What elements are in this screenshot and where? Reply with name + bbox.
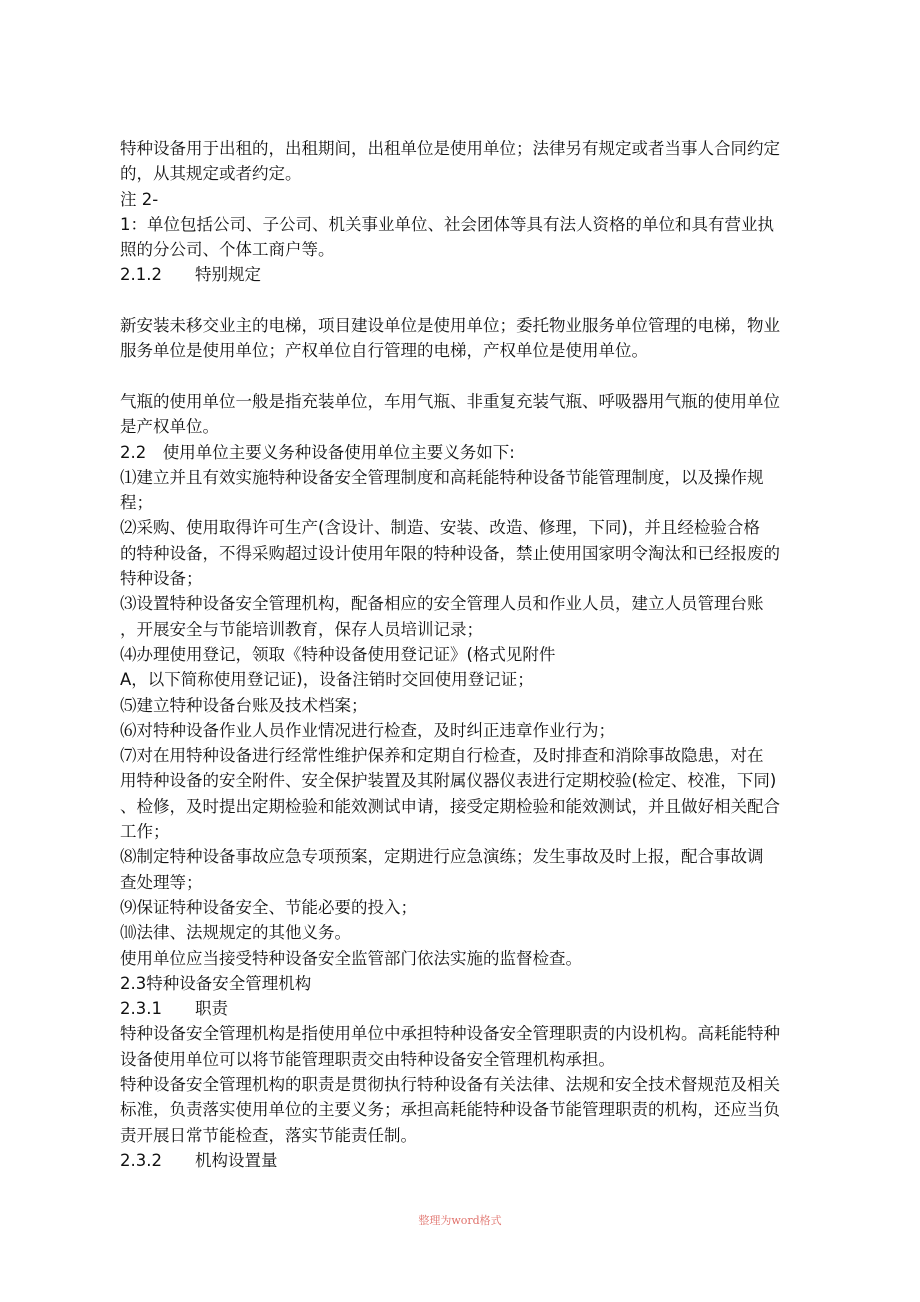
- text-line: ⑽法律、法规规定的其他义务。: [120, 923, 351, 943]
- text-line: ⑹对特种设备作业人员作业情况进行检查，及时纠正违章作业行为；: [120, 720, 615, 740]
- text-line: 标准，负责落实使用单位的主要义务；承担高耗能特种设备节能管理职责的机构，还应当负: [120, 1100, 780, 1120]
- text-line: ⑼保证特种设备安全、节能必要的投入；: [120, 897, 417, 917]
- text-line: 2.1.2 特别规定: [120, 265, 261, 285]
- text-line: 的特种设备，不得采购超过设计使用年限的特种设备，禁止使用国家明令淘汰和已经报废的: [120, 543, 780, 563]
- text-line: 的，从其规定或者约定。: [120, 164, 302, 184]
- text-line: 气瓶的使用单位一般是指充装单位，车用气瓶、非重复充装气瓶、呼吸器用气瓶的使用单位: [120, 391, 780, 411]
- text-line: 查处理等；: [120, 872, 203, 892]
- text-line: 用特种设备的安全附件、安全保护装置及其附属仪器仪表进行定期校验(检定、校准，下同): [120, 771, 777, 791]
- text-line: ⑴建立并且有效实施特种设备安全管理制度和高耗能特种设备节能管理制度，以及操作规: [120, 467, 764, 487]
- text-line: 特种设备用于出租的，出租期间，出租单位是使用单位；法律另有规定或者当事人合同约定: [120, 139, 780, 158]
- text-line: 使用单位应当接受特种设备安全监管部门依法实施的监督检查。: [120, 948, 582, 968]
- text-line: 、检修，及时提出定期检验和能效测试申请，接受定期检验和能效测试，并且做好相关配合: [120, 796, 780, 816]
- text-line: 2.3.2 机构设置量: [120, 1150, 278, 1170]
- text-line: 注 2-: [120, 189, 159, 209]
- text-line: 照的分公司、个体工商户等。: [120, 240, 335, 260]
- document-body: [120, 136, 810, 1173]
- text-line: ⑸建立特种设备台账及技术档案；: [120, 695, 368, 715]
- text-line: 2.2 使用单位主要义务种设备使用单位主要义务如下:: [120, 442, 515, 462]
- text-line: 特种设备安全管理机构的职责是贯彻执行特种设备有关法律、法规和安全技术督规范及相关: [120, 1074, 780, 1094]
- text-line: 特种设备安全管理机构是指使用单位中承担特种设备安全管理职责的内设机构。高耗能特种: [120, 1024, 780, 1044]
- text-line: 服务单位是使用单位；产权单位自行管理的电梯，产权单位是使用单位。: [120, 341, 648, 361]
- text-line: 责开展日常节能检查，落实节能责任制。: [120, 1125, 417, 1145]
- text-line: ⑺对在用特种设备进行经常性维护保养和定期自行检查，及时排查和消除事故隐患，对在: [120, 746, 764, 766]
- text-line: 程；: [120, 493, 153, 513]
- text-line: 工作；: [120, 822, 170, 842]
- blank-line: [120, 364, 810, 389]
- footer-note: 整理为word格式: [418, 1214, 502, 1227]
- text-line: 2.3特种设备安全管理机构: [120, 973, 312, 993]
- text-line: 1：单位包括公司、子公司、机关事业单位、社会团体等具有法人资格的单位和具有营业执: [120, 214, 774, 234]
- text-line: A，以下简称使用登记证)，设备注销时交回使用登记证；: [120, 670, 534, 690]
- text-line: ⑵采购、使用取得许可生产(含设计、制造、安装、改造、修理，下同)，并且经检验合格: [120, 518, 760, 538]
- text-line: 新安装未移交业主的电梯，项目建设单位是使用单位；委托物业服务单位管理的电梯，物业: [120, 316, 780, 336]
- text-line: ⑷办理使用登记，领取《特种设备使用登记证》(格式见附件: [120, 644, 556, 664]
- blank-line: [120, 288, 810, 313]
- text-line: 是产权单位。: [120, 417, 219, 437]
- text-line: ⑻制定特种设备事故应急专项预案，定期进行应急演练；发生事故及时上报，配合事故调: [120, 847, 764, 867]
- text-line: ，开展安全与节能培训教育，保存人员培训记录；: [120, 619, 483, 639]
- text-line: 特种设备；: [120, 569, 203, 589]
- text-line: ⑶设置特种设备安全管理机构，配备相应的安全管理人员和作业人员，建立人员管理台账: [120, 594, 764, 614]
- text-line: 设备使用单位可以将节能管理职责交由特种设备安全管理机构承担。: [120, 1049, 615, 1069]
- text-line: 2.3.1 职责: [120, 999, 228, 1019]
